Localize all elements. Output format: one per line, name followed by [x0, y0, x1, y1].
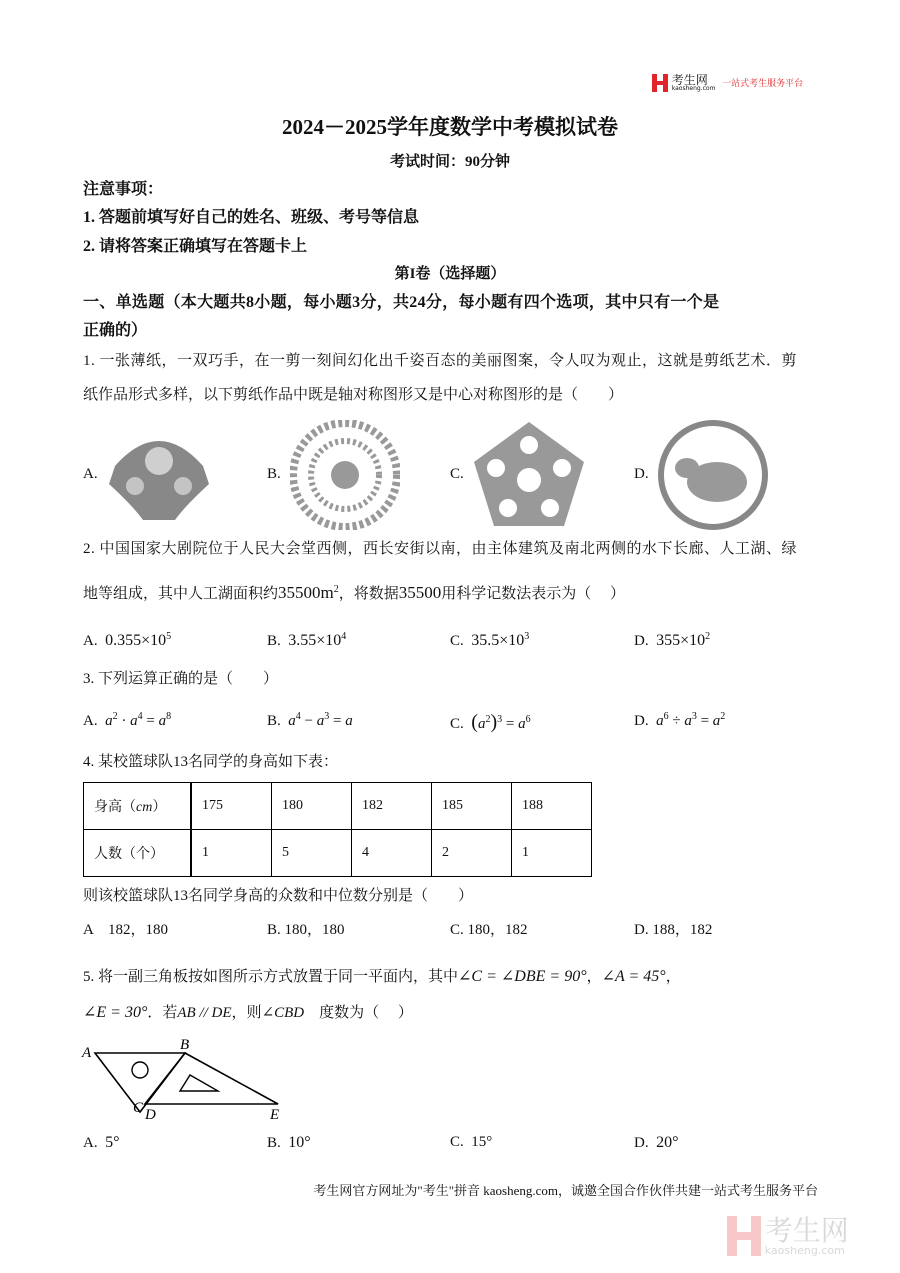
logo-brand: 考生网 — [671, 73, 708, 87]
q2-option-b[interactable] — [267, 632, 346, 649]
q4-question: 则该校篮球队13名同学身高的众数和中位数分别是（ ） — [83, 888, 474, 904]
volume-heading: 第I卷（选择题） — [394, 266, 506, 282]
q2-stem: 2. 中国国家大剧院位于人民大会堂西侧，西长安街以南，由主体建筑及南北两侧的水下长廊、人工湖、绿 — [83, 541, 798, 557]
table-cell: 5 — [272, 830, 352, 877]
q5-text: ．若 — [147, 1005, 178, 1021]
q3-stem: 3. 下列运算正确的是（ ） — [83, 671, 279, 687]
q5-condition: ∠E = 30° — [83, 1004, 148, 1021]
q3-option-d[interactable]: D. $a^6 \div a^3 = a^2$ — [634, 711, 726, 729]
q5-condition: ∠CBD — [261, 1005, 305, 1021]
label-b: B — [180, 1037, 190, 1053]
option-value: 15° — [471, 1134, 493, 1150]
logo-mark-icon — [652, 74, 668, 92]
label-e: E — [270, 1107, 280, 1123]
option-label: B. — [267, 633, 281, 649]
q2-text: ，将数据 — [338, 586, 399, 602]
q1-option-d[interactable]: D. — [634, 466, 649, 482]
option-value: 3.55×10 — [288, 632, 342, 649]
table-row — [84, 783, 592, 830]
option-exp: 5 — [166, 631, 172, 642]
papercut-image-a — [105, 426, 213, 522]
notice-item: 2. 请将答案正确填写在答题卡上 — [83, 238, 308, 255]
q5-option-c[interactable] — [450, 1135, 492, 1150]
table-cell: 185 — [432, 783, 512, 830]
q1-option-b[interactable]: B. — [267, 466, 281, 482]
table-row — [84, 830, 592, 877]
q5-stem — [83, 969, 681, 985]
q3-option-b[interactable]: B. $a^4 - a^3 = a$ — [267, 711, 353, 729]
q2-area: 35500m — [278, 583, 334, 602]
q3-option-c[interactable]: C. $(a^2)^3 = a^6$ — [450, 711, 531, 733]
section-heading-cont: 正确的） — [83, 322, 148, 339]
option-label: C. — [450, 633, 464, 649]
q2-stem-cont — [83, 584, 625, 602]
table-header: 人数（个） — [84, 830, 192, 877]
option-label: B. — [267, 1135, 281, 1151]
option-label: C. — [450, 1134, 464, 1150]
q5-condition: AB // DE — [177, 1005, 232, 1021]
label-a: A — [82, 1045, 92, 1061]
table-cell: 182 — [352, 783, 432, 830]
q1-option-c[interactable]: C. — [450, 466, 464, 482]
logo-domain: kaosheng.com — [671, 85, 716, 92]
q5-stem-cont — [83, 1005, 413, 1021]
option-label: D. — [634, 713, 649, 729]
q4-stem: 4. 某校篮球队13名同学的身高如下表： — [83, 754, 339, 770]
option-value: 10° — [288, 1134, 311, 1151]
q5-text: 5. 将一副三角板按如图所示方式放置于同一平面内，其中 — [83, 969, 459, 985]
option-label: D. — [634, 1135, 649, 1151]
option-exp: 4 — [341, 631, 347, 642]
height-table — [83, 782, 592, 877]
option-label: A. — [83, 713, 98, 729]
option-value: 35.5×10 — [471, 632, 525, 649]
table-cell: 4 — [352, 830, 432, 877]
option-value: 5° — [105, 1134, 120, 1151]
section-heading: 一、单选题（本大题共8小题，每小题3分，共24分，每小题有四个选项，其中只有一个是 — [83, 294, 720, 311]
table-header: 身高（cm） — [84, 783, 192, 830]
option-value: 0.355×10 — [105, 632, 167, 649]
table-cell: 1 — [191, 830, 272, 877]
q5-text: ，则 — [231, 1005, 262, 1021]
label-d: D — [145, 1107, 156, 1123]
q5-option-d[interactable] — [634, 1135, 679, 1151]
watermark-domain: kaosheng.com — [764, 1243, 845, 1257]
q5-text: ， — [586, 969, 602, 985]
logo-slogan: 一站式考生服务平台 — [722, 77, 804, 88]
footer-text: 考生网官方网址为"考生"拼音 kaosheng.com，诚邀全国合作伙伴共建一站式考生服务平台 — [313, 1183, 818, 1198]
papercut-image-c — [472, 420, 587, 530]
watermark — [727, 1213, 849, 1257]
table-cell: 175 — [191, 783, 272, 830]
papercut-image-d — [657, 420, 769, 530]
q2-text: 用科学记数法表示为（ ） — [441, 586, 626, 602]
triangle-figure — [80, 1035, 300, 1125]
q4-option-c[interactable]: C. 180，182 — [450, 922, 528, 938]
q2-text: 地等组成，其中人工湖面积约 — [83, 586, 279, 602]
q4-option-d[interactable]: D. 188，182 — [634, 922, 713, 938]
notice-item: 1. 答题前填写好自己的姓名、班级、考号等信息 — [83, 209, 420, 226]
q2-number: 35500 — [398, 583, 442, 602]
q2-option-d[interactable] — [634, 632, 710, 649]
q3-option-a[interactable]: A. $a^2 \cdot a^4 = a^8$ — [83, 711, 172, 729]
q5-option-a[interactable] — [83, 1135, 120, 1151]
option-label: A. — [83, 633, 98, 649]
q4-option-a[interactable]: A 182，180 — [83, 922, 169, 938]
page-title: 2024－2025学年度数学中考模拟试卷 — [282, 115, 618, 139]
option-value: 20° — [656, 1134, 679, 1151]
q2-option-c[interactable] — [450, 632, 529, 649]
option-label: D. — [634, 633, 649, 649]
q4-option-b[interactable]: B. 180，180 — [267, 922, 345, 938]
q5-condition: ∠C = ∠DBE = 90° — [458, 968, 587, 985]
option-exp: 3 — [524, 631, 530, 642]
option-exp: 2 — [705, 631, 711, 642]
logo — [652, 74, 803, 92]
exam-time: 考试时间：90分钟 — [389, 154, 510, 170]
watermark-logo-icon — [727, 1216, 761, 1256]
option-value: 355×10 — [656, 632, 706, 649]
q5-text: 度数为（ ） — [304, 1005, 413, 1021]
q5-option-b[interactable] — [267, 1135, 311, 1151]
q5-condition: ∠A = 45° — [601, 968, 666, 985]
table-cell: 180 — [272, 783, 352, 830]
q1-stem: 1. 一张薄纸，一双巧手，在一剪一刻间幻化出千姿百态的美丽图案，令人叹为观止，这就是剪纸艺术．剪 — [83, 353, 798, 369]
watermark-brand: 考生网 — [764, 1213, 849, 1247]
label-c: C — [133, 1100, 144, 1116]
table-cell: 188 — [512, 783, 592, 830]
q1-option-a[interactable]: A. — [83, 466, 98, 482]
q2-area-exp: 2 — [333, 584, 339, 595]
papercut-image-b — [290, 420, 400, 530]
q5-text: ， — [665, 969, 681, 985]
q2-option-a[interactable] — [83, 632, 171, 649]
table-cell: 2 — [432, 830, 512, 877]
option-label: A. — [83, 1135, 98, 1151]
option-label: C. — [450, 716, 464, 732]
q1-stem-cont: 纸作品形式多样，以下剪纸作品中既是轴对称图形又是中心对称图形的是（ ） — [83, 387, 624, 403]
notice-heading: 注意事项： — [83, 181, 164, 198]
option-label: B. — [267, 713, 281, 729]
table-cell: 1 — [512, 830, 592, 877]
